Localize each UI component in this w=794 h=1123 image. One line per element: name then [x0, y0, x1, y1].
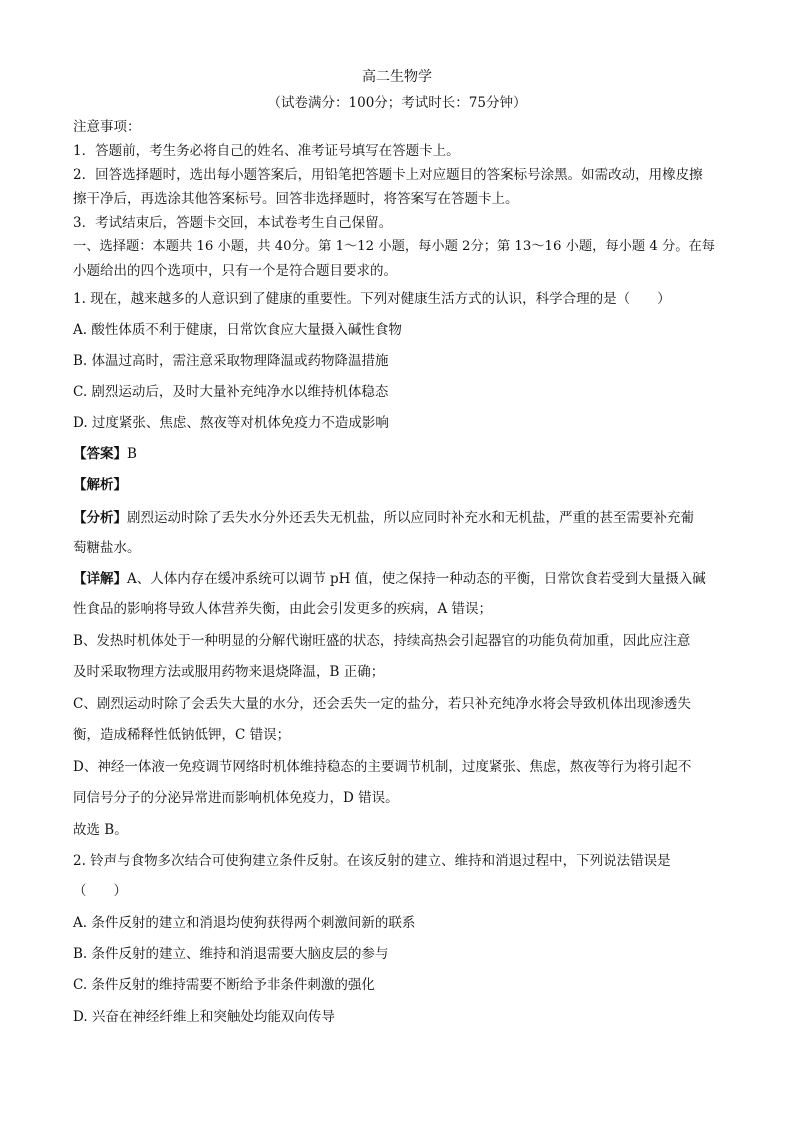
- fenxi-text-1: 剧烈运动时除了丢失水分外还丢失无机盐，所以应同时补充水和无机盐，严重的甚至需要补充葡: [127, 510, 694, 526]
- question-2-option-d: D. 兴奋在神经纤维上和突触处均能双向传导: [73, 1009, 335, 1025]
- question-1-option-d: D. 过度紧张、焦虑、熬夜等对机体免疫力不造成影响: [73, 415, 389, 431]
- fenxi-tag: 【分析】: [73, 510, 127, 526]
- xiangjie-line-5: C、剧烈运动时除了会丢失大量的水分，还会丢失一定的盐分，若只补充纯净水将会导致机体出现渗透失: [73, 696, 691, 712]
- question-2-stem-cont: （ ）: [73, 883, 127, 899]
- answer-tag: 【答案】: [73, 446, 127, 462]
- question-2-stem: 2. 铃声与食物多次结合可使狗建立条件反射。在该反射的建立、维持和消退过程中，下列说法错误是: [73, 853, 671, 869]
- note-item-3: 3．考试结束后，答题卡交回，本试卷考生自己保留。: [73, 215, 393, 231]
- question-2-option-a: A. 条件反射的建立和消退均使狗获得两个刺激间新的联系: [73, 915, 416, 931]
- note-item-2: 2．回答选择题时，选出每小题答案后，用铅笔把答题卡上对应题目的答案标号涂黑。如需改动，用橡皮擦: [73, 167, 703, 183]
- notes-heading: 注意事项：: [73, 119, 141, 135]
- question-1-stem: 1. 现在，越来越多的人意识到了健康的重要性。下列对健康生活方式的认识，科学合理的是（ ）: [73, 291, 671, 307]
- exam-info: （试卷满分：100分；考试时长：75分钟）: [267, 95, 527, 111]
- xiangjie-line-7: D、神经一体液一免疫调节网络时机体维持稳态的主要调节机制，过度紧张、焦虑，熬夜等行为将引起不: [73, 759, 692, 775]
- xiangjie-line-8: 同信号分子的分泌异常进而影响机体免疫力，D 错误。: [73, 790, 399, 806]
- question-1-option-c: C. 剧烈运动后，及时大量补充纯净水以维持机体稳态: [73, 384, 389, 400]
- note-item-2-cont: 擦干净后，再选涂其他答案标号。回答非选择题时，将答案写在答题卡上。: [73, 191, 519, 207]
- note-item-1: 1．答题前，考生务必将自己的姓名、准考证号填写在答题卡上。: [73, 143, 460, 159]
- answer-value: B: [127, 446, 137, 462]
- xiangjie-line-2: 性食品的影响将导致人体营养失衡，由此会引发更多的疾病，A 错误；: [73, 601, 493, 617]
- xiangjie-line-6: 衡，造成稀释性低钠低钾，C 错误；: [73, 727, 291, 743]
- xiangjie-text-1: A、人体内存在缓冲系统可以调节 pH 值，使之保持一种动态的平衡，日常饮食若受到大量摄入碱: [127, 571, 706, 587]
- fenxi-line-2: 萄糖盐水。: [73, 540, 141, 556]
- question-2-option-c: C. 条件反射的维持需要不断给予非条件刺激的强化: [73, 977, 375, 993]
- fenxi-line-1: [73, 508, 725, 528]
- question-1-option-b: B. 体温过高时，需注意采取物理降温或药物降温措施: [73, 353, 389, 369]
- conclusion: 故选 B。: [73, 822, 128, 838]
- xiangjie-line-1: [73, 569, 725, 589]
- xiangjie-line-3: B、发热时机体处于一种明显的分解代谢旺盛的状态，持续高热会引起器官的功能负荷加重，因此应注意: [73, 633, 691, 649]
- question-1-option-a: A. 酸性体质不利于健康，日常饮食应大量摄入碱性食物: [73, 322, 402, 338]
- answer-line: [73, 444, 725, 464]
- xiangjie-line-4: 及时采取物理方法或服用药物来退烧降温，B 正确；: [73, 664, 385, 680]
- analysis-label: 【解析】: [73, 477, 127, 493]
- page-title: 高二生物学: [362, 69, 432, 85]
- question-2-option-b: B. 条件反射的建立、维持和消退需要大脑皮层的参与: [73, 946, 389, 962]
- xiangjie-tag: 【详解】: [73, 571, 127, 587]
- analysis-tag: [73, 475, 725, 495]
- section-heading-cont: 小题给出的四个选项中，只有一个是符合题目要求的。: [73, 263, 397, 279]
- section-heading: 一、选择题：本题共 16 小题，共 40分。第 1～12 小题，每小题 2分；第 13～16 小题，每小题 4 分。在每: [73, 239, 715, 254]
